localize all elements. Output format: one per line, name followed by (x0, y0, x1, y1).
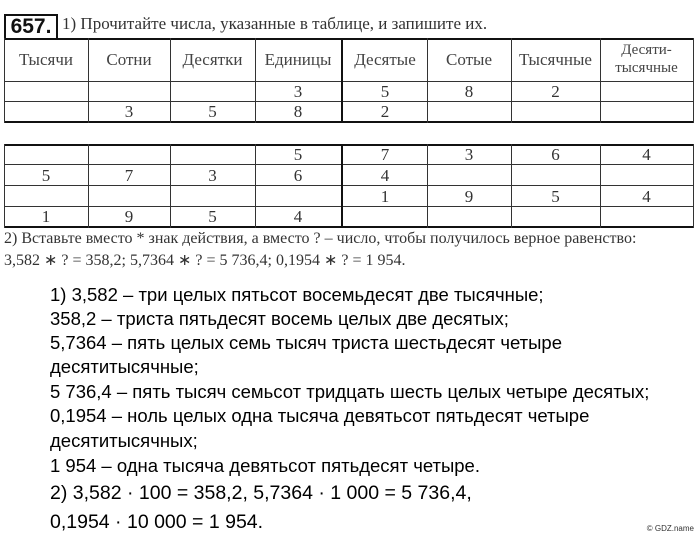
table-2-cell: 1 (41, 207, 51, 226)
answer-line-2: 358,2 – триста пятьдесят восемь целых две десятых; (50, 308, 509, 329)
answer-line-6: 0,1954 – ноль целых одна тысяча девятьсот пятьдесят четыре (50, 405, 590, 426)
table-2-cell: 4 (642, 145, 651, 164)
header-hundreds: Сотни (106, 50, 152, 69)
header-thousands: Тысячи (19, 50, 73, 69)
header-ten-thousandths-1: Десяти- (621, 42, 672, 58)
answer-line-4: десятитысячные; (50, 356, 199, 377)
header-tens: Десятки (182, 50, 243, 69)
answer-line-9: 2) 3,582 · 100 = 358,2, 5,7364 · 1 000 = 5 736,4, (50, 482, 472, 504)
answer-line-3: 5,7364 – пять целых семь тысяч триста шестьдесят четыре (50, 332, 562, 353)
table-2-cell: 1 (380, 187, 390, 206)
table-2-cell: 7 (124, 166, 134, 185)
table-1-cell: 5 (208, 102, 217, 121)
table-1-cell: 8 (464, 82, 474, 101)
header-units: Единицы (264, 50, 332, 69)
table-1-cell: 2 (380, 102, 390, 121)
answer-line-10: 0,1954 · 10 000 = 1 954. (50, 511, 264, 533)
table-2-cell: 5 (208, 207, 217, 226)
answer-line-7: десятитысячных; (50, 430, 198, 451)
table-2-cell: 9 (464, 187, 474, 206)
header-ten-thousandths-2: тысячные (615, 60, 678, 76)
table-2-cell: 5 (293, 145, 303, 164)
table-2-cell: 7 (380, 145, 390, 164)
answer-line-8: 1 954 – одна тысяча девятьсот пятьдесят четыре. (50, 455, 480, 476)
task-part2-line2: 3,582 ∗ ? = 358,2; 5,7364 ∗ ? = 5 736,4; 0,1954 ∗ ? = 1 954. (4, 252, 406, 269)
copyright: © GDZ.name (646, 524, 694, 533)
table-2-cell: 5 (551, 187, 560, 206)
table-2-cell: 6 (293, 166, 303, 185)
task-part1: 1) Прочитайте числа, указанные в таблице, и запишите их. (62, 14, 488, 33)
table-1-cell: 3 (293, 82, 303, 101)
task-number: 657. (4, 14, 58, 40)
table-2-cell: 5 (41, 166, 51, 185)
table-1-col-line (693, 38, 694, 123)
table-2-cell: 9 (124, 207, 134, 226)
table-1-cell: 5 (380, 82, 390, 101)
table-2-cell: 6 (551, 145, 560, 164)
answer-line-5: 5 736,4 – пять тысяч семьсот тридцать шесть целых четыре десятых; (50, 381, 650, 402)
table-1-top-border (4, 38, 694, 40)
header-tenths: Десятые (354, 50, 416, 69)
table-2-cell: 4 (380, 166, 390, 185)
table-2-cell: 4 (293, 207, 303, 226)
table-2-cell: 3 (208, 166, 217, 185)
table-2-col-line (693, 144, 694, 228)
answer-line-1: 1) 3,582 – три целых пятьсот восемьдесят две тысячные; (50, 284, 544, 305)
header-hundredths: Сотые (445, 50, 492, 69)
table-2-cell: 4 (642, 187, 651, 206)
header-thousandths: Тысячные (519, 50, 592, 69)
table-1-cell: 8 (293, 102, 303, 121)
table-1-cell: 2 (551, 82, 560, 101)
table-2-cell: 3 (464, 145, 474, 164)
task-part2-line1: 2) Вставьте вместо * знак действия, а вместо ? – число, чтобы получилось верное равенство: (4, 230, 637, 247)
table-1-cell: 3 (124, 102, 134, 121)
